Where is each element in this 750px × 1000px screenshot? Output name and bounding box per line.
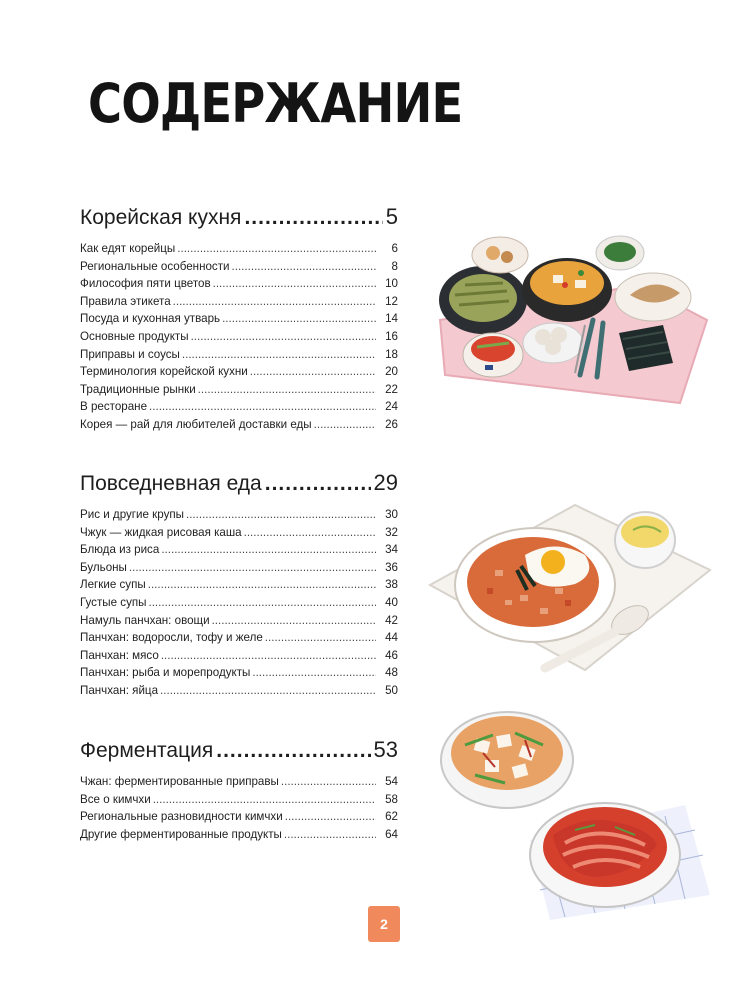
toc-entry-label: Намуль панчхан: овощи	[80, 613, 210, 627]
toc-entry-page-number: 48	[385, 666, 398, 680]
toc-entry[interactable]	[80, 647, 398, 665]
toc-entry-page-number: 54	[385, 775, 398, 788]
toc-entry-page-number: 8	[391, 259, 398, 273]
toc-entry-label: Панчхан: мясо	[80, 648, 159, 662]
toc-entry[interactable]	[80, 328, 398, 346]
toc-entry-label: Панчхан: водоросли, тофу и желе	[80, 631, 263, 645]
toc-entry-label: Региональные разновидности кимчхи	[80, 810, 283, 824]
dot-leader	[244, 524, 376, 542]
toc-entry[interactable]	[80, 612, 398, 630]
toc-entry-page-number: 32	[385, 525, 398, 539]
toc-entry-page-number: 42	[385, 613, 398, 627]
section-title: Ферментация	[80, 739, 214, 762]
toc-entry-page-number: 44	[385, 631, 398, 645]
toc-entry-label: Густые супы	[80, 595, 147, 609]
toc-entry-label: Как едят корейцы	[80, 242, 176, 255]
toc-entry-page-number: 38	[385, 578, 398, 592]
dot-leader	[284, 826, 376, 844]
section-title: Корейская кухня	[80, 206, 242, 229]
dot-leader	[161, 541, 376, 559]
toc-list	[80, 240, 398, 434]
toc-entry-label: В ресторане	[80, 400, 148, 414]
toc-entry-page-number: 26	[385, 417, 398, 431]
dot-leader	[149, 398, 376, 416]
toc-section-korean-cuisine	[80, 204, 398, 434]
toc-entry[interactable]	[80, 506, 398, 524]
dot-leader	[281, 773, 376, 791]
section-page-number: 53	[373, 737, 398, 762]
toc-entry-page-number: 12	[385, 294, 398, 308]
toc-entry-page-number: 16	[385, 329, 398, 343]
dot-leader	[314, 416, 376, 434]
toc-entry[interactable]	[80, 826, 398, 844]
section-page-number: 29	[373, 470, 398, 495]
toc-entry-page-number: 24	[385, 400, 398, 414]
toc-entry[interactable]	[80, 664, 398, 682]
toc-entry-label: Все о кимчхи	[80, 792, 151, 806]
section-heading[interactable]	[80, 470, 398, 500]
dot-leader	[177, 240, 376, 258]
dot-leader	[160, 682, 376, 700]
toc-entry-label: Философия пяти цветов	[80, 277, 211, 291]
soup-and-kimchi-illustration	[435, 705, 715, 920]
toc-entry-page-number: 22	[385, 382, 398, 396]
toc-entry[interactable]	[80, 310, 398, 328]
toc-entry-label: Другие ферментированные продукты	[80, 827, 282, 841]
dot-leader	[285, 808, 376, 826]
dot-leader	[191, 328, 376, 346]
toc-entry-page-number: 10	[385, 277, 398, 291]
toc-entry-label: Посуда и кухонная утварь	[80, 312, 221, 326]
toc-entry-label: Традиционные рынки	[80, 382, 196, 396]
dot-leader	[173, 293, 376, 311]
dot-leader	[232, 258, 376, 276]
toc-entry-label: Региональные особенности	[80, 259, 230, 273]
toc-entry-page-number: 34	[385, 543, 398, 557]
toc-entry-label: Чжан: ферментированные приправы	[80, 775, 279, 788]
toc-entry[interactable]	[80, 346, 398, 364]
toc-entry[interactable]	[80, 240, 398, 258]
toc-entry-page-number: 46	[385, 648, 398, 662]
toc-entry[interactable]	[80, 559, 398, 577]
toc-entry-page-number: 62	[385, 810, 398, 824]
toc-entry-page-number: 18	[385, 347, 398, 361]
toc-entry[interactable]	[80, 416, 398, 434]
section-heading[interactable]	[80, 737, 398, 767]
toc-entry-label: Бульоны	[80, 560, 127, 574]
dot-leader	[213, 275, 376, 293]
toc-entry-page-number: 6	[391, 242, 398, 255]
dot-leader	[265, 472, 371, 496]
fried-rice-illustration	[425, 500, 715, 675]
dot-leader	[265, 629, 376, 647]
section-title: Повседневная еда	[80, 472, 262, 495]
page-title: СОДЕРЖАНИЕ	[88, 72, 463, 135]
section-page-number: 5	[385, 204, 398, 229]
toc-entry[interactable]	[80, 293, 398, 311]
toc-entry-label: Блюда из риса	[80, 543, 160, 557]
toc-list	[80, 506, 398, 700]
toc-entry-page-number: 30	[385, 508, 398, 521]
toc-entry-label: Чжук — жидкая рисовая каша	[80, 525, 242, 539]
toc-entry[interactable]	[80, 682, 398, 700]
toc-entry[interactable]	[80, 524, 398, 542]
dot-leader	[148, 594, 376, 612]
toc-entry-label: Панчхан: рыба и морепродукты	[80, 666, 251, 680]
toc-entry[interactable]	[80, 381, 398, 399]
toc-entry-page-number: 40	[385, 595, 398, 609]
toc-section-everyday-food	[80, 470, 398, 700]
dot-leader	[129, 559, 376, 577]
section-heading[interactable]	[80, 204, 398, 234]
toc-entry-page-number: 20	[385, 365, 398, 379]
dot-leader	[216, 739, 370, 763]
dot-leader	[148, 576, 376, 594]
toc-entry-label: Рис и другие крупы	[80, 508, 184, 521]
toc-entry-label: Терминология корейской кухни	[80, 365, 248, 379]
toc-entry[interactable]	[80, 275, 398, 293]
toc-entry-label: Корея — рай для любителей доставки еды	[80, 417, 312, 431]
toc-entry-label: Панчхан: яйца	[80, 683, 159, 697]
dot-leader	[161, 647, 376, 665]
dot-leader	[244, 206, 382, 230]
toc-entry[interactable]	[80, 576, 398, 594]
toc-entry-label: Легкие супы	[80, 578, 146, 592]
toc-entry-page-number: 50	[385, 683, 398, 697]
dot-leader	[250, 363, 376, 381]
toc-entry[interactable]	[80, 541, 398, 559]
toc-entry[interactable]	[80, 773, 398, 791]
toc-entry[interactable]	[80, 363, 398, 381]
toc-entry[interactable]	[80, 258, 398, 276]
toc-entry-page-number: 58	[385, 792, 398, 806]
toc-entry[interactable]	[80, 808, 398, 826]
dot-leader	[153, 791, 376, 809]
dot-leader	[182, 346, 376, 364]
toc-entry-page-number: 36	[385, 560, 398, 574]
toc-entry[interactable]	[80, 398, 398, 416]
toc-entry[interactable]	[80, 791, 398, 809]
dot-leader	[186, 506, 376, 524]
toc-entry-page-number: 14	[385, 312, 398, 326]
page-number-badge: 2	[368, 906, 400, 942]
dot-leader	[222, 310, 376, 328]
toc-entry[interactable]	[80, 629, 398, 647]
toc-list	[80, 773, 398, 843]
dot-leader	[198, 381, 376, 399]
toc-entry-label: Основные продукты	[80, 329, 189, 343]
toc-entry-label: Правила этикета	[80, 294, 171, 308]
toc-entry[interactable]	[80, 594, 398, 612]
toc-section-fermentation	[80, 737, 398, 843]
toc-entry-page-number: 64	[385, 827, 398, 841]
dot-leader	[212, 612, 376, 630]
korean-table-setting-illustration	[425, 225, 710, 405]
dot-leader	[252, 664, 376, 682]
toc-entry-label: Приправы и соусы	[80, 347, 180, 361]
